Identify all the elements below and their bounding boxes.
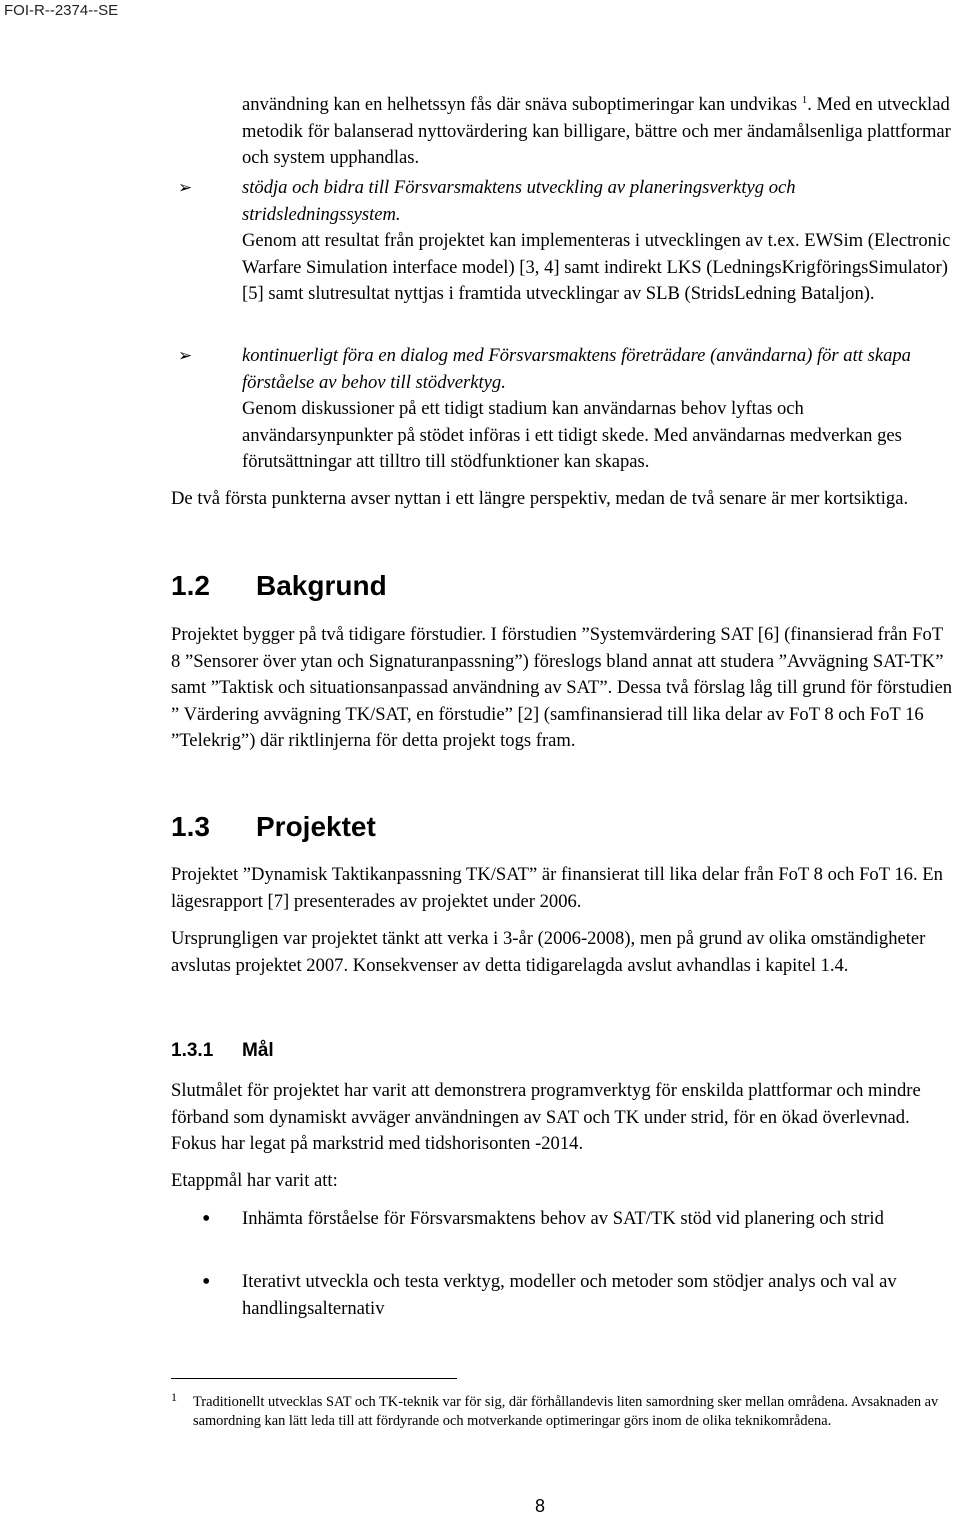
document-id: FOI-R--2374--SE (4, 2, 119, 19)
section-number: 1.3 (171, 811, 210, 842)
projektet-paragraph-1: Projektet ”Dynamisk Taktikanpassning TK/SAT” är finansierat till lika delar från FoT 8 och FoT 16. En lägesrapport [7] presenterades av projektet under 2006. (171, 864, 943, 912)
page-number: 8 (535, 1496, 546, 1516)
mal-paragraph: Slutmålet för projektet har varit att demonstrera programverktyg för enskilda plattformar och mindre förband som dynamiskt avväger användningen av SAT och TK under strid, för en ökad överlevnad. Fokus har legat på markstrid med tidshorisonten -2014. (171, 1080, 921, 1154)
arrow-item-title: kontinuerligt föra en dialog med Försvarsmaktens företrädare (användarna) för att skapa förståelse av behov till stödverktyg. (242, 345, 911, 393)
section-heading: Projektet (256, 811, 376, 842)
bullet-item: Inhämta förståelse för Försvarsmaktens behov av SAT/TK stöd vid planering och strid (242, 1208, 884, 1229)
arrow-item-body: Genom att resultat från projektet kan implementeras i utvecklingen av t.ex. EWSim (Electronic Warfare Simulation interface model) [3, 4] samt indirekt LKS (LedningsKrigföringsSimulator) [5] samt slutresultat nyttjas i framtida utvecklingar av SLB (StridsLedning Bataljon). (242, 230, 951, 304)
arrow-item-title: stödja och bidra till Försvarsmaktens utveckling av planeringsverktyg och stridsledningssystem. (242, 177, 796, 225)
arrow-bullet-icon: ➢ (178, 178, 193, 198)
bullet-dot-icon: • (202, 1206, 211, 1232)
arrow-bullet-icon: ➢ (178, 346, 193, 366)
arrow-item-body: Genom diskussioner på ett tidigt stadium kan användarnas behov lyftas och användarsynpunkter på stödet införas i ett tidigt skede. Med användarnas medverkan ges förutsättningar att tilltro till stödfunktioner kan skapas. (242, 398, 902, 472)
section-heading: Bakgrund (256, 570, 387, 601)
section-number: 1.2 (171, 570, 210, 601)
footnote-text: Traditionellt utvecklas SAT och TK-teknik var för sig, där förhållandevis liten samordning sker mellan områdena. Avsaknaden av samordning kan lätt leda till att fördyrande och motverkande optimeringar görs inom de olika teknikområdena. (193, 1394, 939, 1429)
bullet-dot-icon: • (202, 1269, 211, 1295)
footnote-reference[interactable]: 1 (801, 94, 808, 106)
footnote-separator (171, 1378, 457, 1379)
bakgrund-paragraph: Projektet bygger på två tidigare förstudier. I förstudien ”Systemvärdering SAT [6] (finansierad från FoT 8 ”Sensorer över ytan och Signaturanpassning”) föreslogs bland annat att studera ”Avvägning SAT-TK” samt ”Taktisk och situationsanpassad användning av SAT”. Dessa två förslag låg till grund för förstudien ” Värdering avvägning TK/SAT, en förstudie” [2] (samfinansierad till lika delar av FoT 8 och FoT 16 ”Telekrig”) där riktlinjerna för detta projekt togs fram. (171, 624, 953, 751)
bullet-item: Iterativt utveckla och testa verktyg, modeller och metoder som stödjer analys och val av handlingsalternativ (242, 1271, 897, 1319)
continued-paragraph-text-b: . Med en utvecklad metodik för balanserad nyttovärdering kan billigare, bättre och mer ändamålsenliga plattformar och system upphandlas. (242, 94, 951, 169)
projektet-paragraph-2: Ursprungligen var projektet tänkt att verka i 3-år (2006-2008), men på grund av olika omständigheter avslutas projektet 2007. Konsekvenser av detta tidigarelagda avslut avhandlas i kapitel 1.4. (171, 928, 926, 976)
subsection-number: 1.3.1 (171, 1040, 214, 1061)
footnote-number: 1 (171, 1390, 177, 1404)
continued-paragraph (242, 87, 954, 172)
subsection-heading: Mål (242, 1040, 274, 1061)
continued-paragraph-text-a: användning kan en helhetssyn fås där snäva suboptimeringar kan undvikas (242, 94, 802, 116)
summary-paragraph: De två första punkterna avser nyttan i ett längre perspektiv, medan de två senare är mer kortsiktiga. (171, 488, 909, 509)
etappmal-intro: Etappmål har varit att: (171, 1170, 338, 1191)
